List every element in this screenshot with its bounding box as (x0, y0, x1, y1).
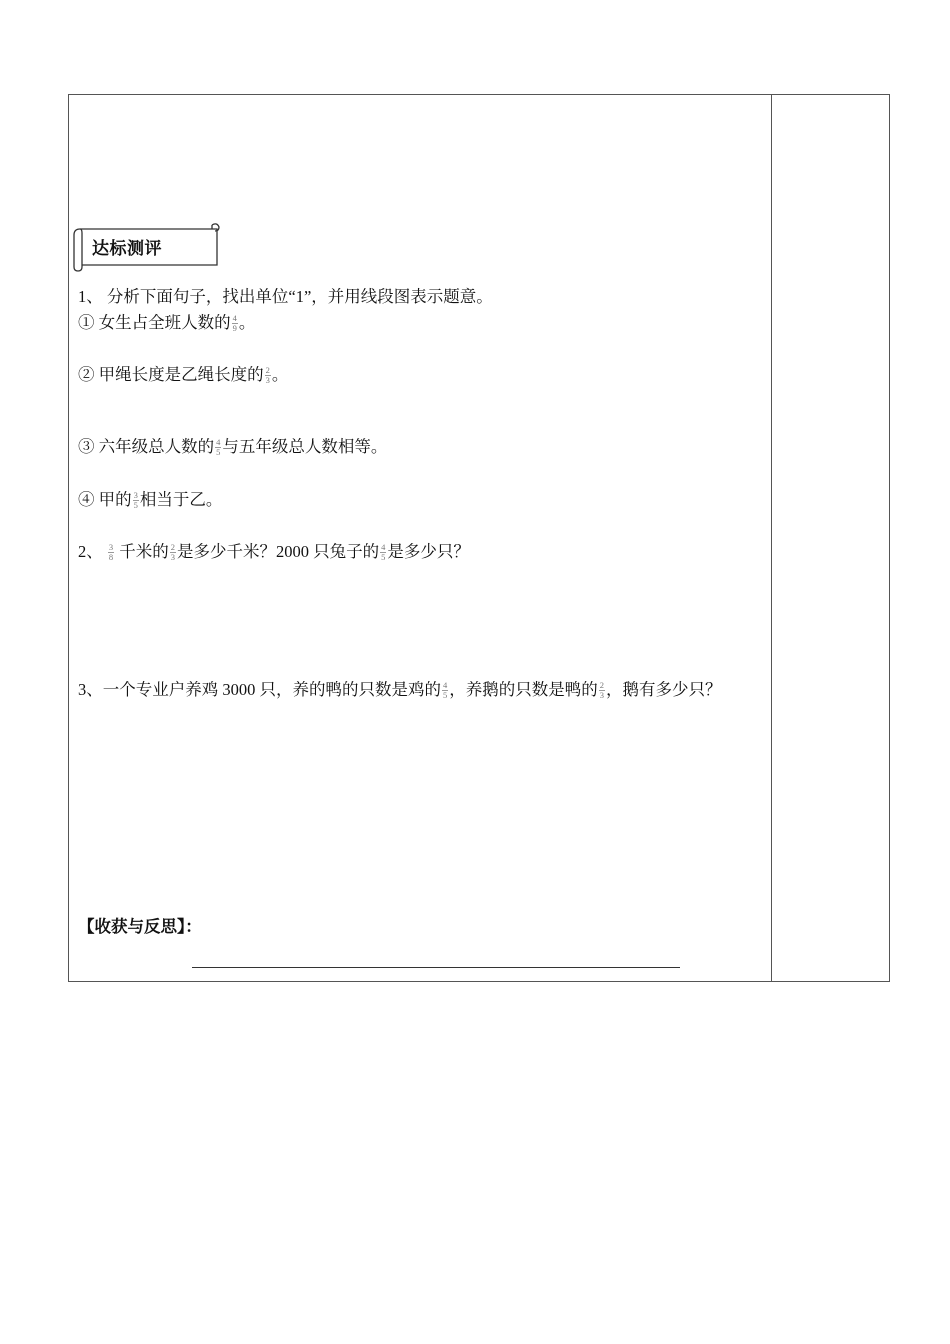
fraction: $\frac{2}{3}$ (265, 364, 270, 385)
fraction: $\frac{3}{8}$ (108, 541, 114, 562)
item-text: ④ 甲的 (78, 490, 132, 509)
item-text: 相当于乙。 (139, 490, 223, 509)
item-text: ② 甲绳长度是乙绳长度的 (78, 365, 264, 384)
fraction: $\frac{4}{5}$ (381, 541, 386, 562)
question-text: 3、一个专业户养鸡 3000 只，养的鸭的只数是鸡的 (78, 680, 441, 699)
item-text: 与五年级总人数相等。 (222, 437, 388, 456)
question-2 (78, 540, 470, 564)
question-1-intro: 1、 分析下面句子，找出单位“1”，并用线段图表示题意。 (78, 287, 493, 306)
item-text: 。 (238, 313, 256, 332)
fraction: $\frac{4}{5}$ (216, 436, 221, 457)
question-1-item (78, 363, 288, 387)
question-text: ，鹅有多少只？ (606, 680, 722, 699)
item-text: ③ 六年级总人数的 (78, 437, 215, 456)
table-column-divider (771, 95, 772, 981)
question-text: 千米的 (115, 542, 169, 561)
reflection-label: 【收获与反思】： (78, 917, 202, 936)
fraction: $\frac{2}{3}$ (170, 541, 175, 562)
fraction: $\frac{4}{5}$ (443, 679, 448, 700)
question-3 (78, 678, 768, 702)
section-banner (72, 221, 222, 273)
section-title: 达标测评 (92, 239, 162, 259)
item-text: 。 (271, 365, 289, 384)
question-1-item (78, 488, 222, 512)
question-text: ，养鹅的只数是鸭的 (449, 680, 598, 699)
question-text: 2、 (78, 542, 103, 561)
question-text: 是多少只？ (387, 542, 470, 561)
fraction: $\frac{3}{5}$ (133, 489, 138, 510)
question-1-item (78, 435, 387, 459)
item-text: ① 女生占全班人数的 (78, 313, 231, 332)
reflection-answer-line[interactable] (192, 967, 680, 968)
fraction: $\frac{4}{9}$ (232, 312, 237, 333)
fraction: $\frac{2}{3}$ (599, 679, 604, 700)
question-text: 是多少千米？2000 只兔子的 (177, 542, 380, 561)
question-1-item (78, 311, 255, 335)
